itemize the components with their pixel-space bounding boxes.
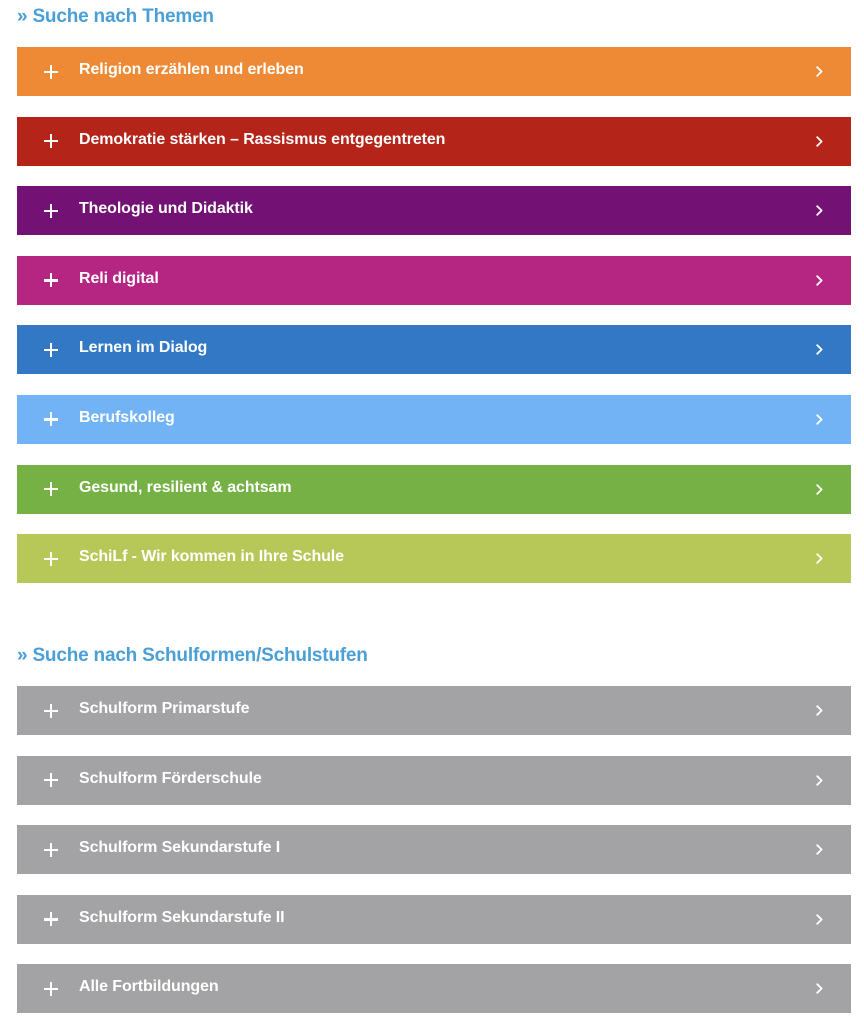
chevron-right-icon[interactable]: [814, 325, 824, 374]
accordion-item-berufskolleg[interactable]: [17, 395, 851, 444]
schools-accordion: [17, 686, 851, 1034]
plus-icon[interactable]: [43, 395, 59, 444]
accordion-item-schulform-primarstufe[interactable]: [17, 686, 851, 735]
accordion-item-label: Alle Fortbildungen: [79, 978, 219, 996]
plus-icon[interactable]: [43, 534, 59, 583]
accordion-item-demokratie-staerken-rassismus-entgegentreten[interactable]: [17, 117, 851, 166]
plus-icon[interactable]: [43, 964, 59, 1013]
accordion-item-schulform-sekundarstufe-ii[interactable]: [17, 895, 851, 944]
accordion-item-label: Schulform Sekundarstufe II: [79, 908, 285, 926]
plus-icon[interactable]: [43, 117, 59, 166]
accordion-item-schulform-sekundarstufe-i[interactable]: [17, 825, 851, 874]
chevron-right-icon[interactable]: [814, 964, 824, 1013]
themes-accordion: [17, 47, 851, 604]
plus-icon[interactable]: [43, 686, 59, 735]
chevron-right-icon[interactable]: [814, 756, 824, 805]
accordion-item-label: Berufskolleg: [79, 408, 175, 426]
chevron-right-icon[interactable]: [814, 256, 824, 305]
accordion-item-label: Theologie und Didaktik: [79, 200, 253, 218]
schools-heading: » Suche nach Schulformen/Schulstufen: [17, 645, 368, 666]
accordion-item-religion-erzaehlen-und-erleben[interactable]: [17, 47, 851, 96]
plus-icon[interactable]: [43, 256, 59, 305]
plus-icon[interactable]: [43, 465, 59, 514]
chevron-right-icon[interactable]: [814, 895, 824, 944]
accordion-item-gesund-resilient-achtsam[interactable]: [17, 465, 851, 514]
plus-icon[interactable]: [43, 186, 59, 235]
accordion-item-schulform-foerderschule[interactable]: [17, 756, 851, 805]
accordion-item-label: Reli digital: [79, 269, 159, 287]
chevron-right-icon[interactable]: [814, 686, 824, 735]
chevron-right-icon[interactable]: [814, 395, 824, 444]
chevron-right-icon[interactable]: [814, 47, 824, 96]
accordion-item-label: Demokratie stärken – Rassismus entgegentreten: [79, 130, 446, 148]
accordion-item-label: SchiLf - Wir kommen in Ihre Schule: [79, 548, 344, 566]
accordion-item-label: Schulform Sekundarstufe I: [79, 839, 281, 857]
accordion-item-label: Lernen im Dialog: [79, 339, 208, 357]
accordion-item-label: Schulform Förderschule: [79, 769, 262, 787]
plus-icon[interactable]: [43, 325, 59, 374]
accordion-item-label: Gesund, resilient & achtsam: [79, 478, 292, 496]
accordion-item-reli-digital[interactable]: [17, 256, 851, 305]
accordion-item-theologie-und-didaktik[interactable]: [17, 186, 851, 235]
plus-icon[interactable]: [43, 756, 59, 805]
accordion-item-label: Religion erzählen und erleben: [79, 61, 304, 78]
accordion-item-schilf-wir-kommen-in-ihre-schule[interactable]: [17, 534, 851, 583]
accordion-item-label: Schulform Primarstufe: [79, 700, 250, 717]
plus-icon[interactable]: [43, 895, 59, 944]
accordion-item-alle-fortbildungen[interactable]: [17, 964, 851, 1013]
accordion-item-lernen-im-dialog[interactable]: [17, 325, 851, 374]
themes-heading: » Suche nach Themen: [17, 6, 214, 27]
chevron-right-icon[interactable]: [814, 465, 824, 514]
chevron-right-icon[interactable]: [814, 825, 824, 874]
plus-icon[interactable]: [43, 825, 59, 874]
plus-icon[interactable]: [43, 47, 59, 96]
chevron-right-icon[interactable]: [814, 117, 824, 166]
chevron-right-icon[interactable]: [814, 186, 824, 235]
chevron-right-icon[interactable]: [814, 534, 824, 583]
